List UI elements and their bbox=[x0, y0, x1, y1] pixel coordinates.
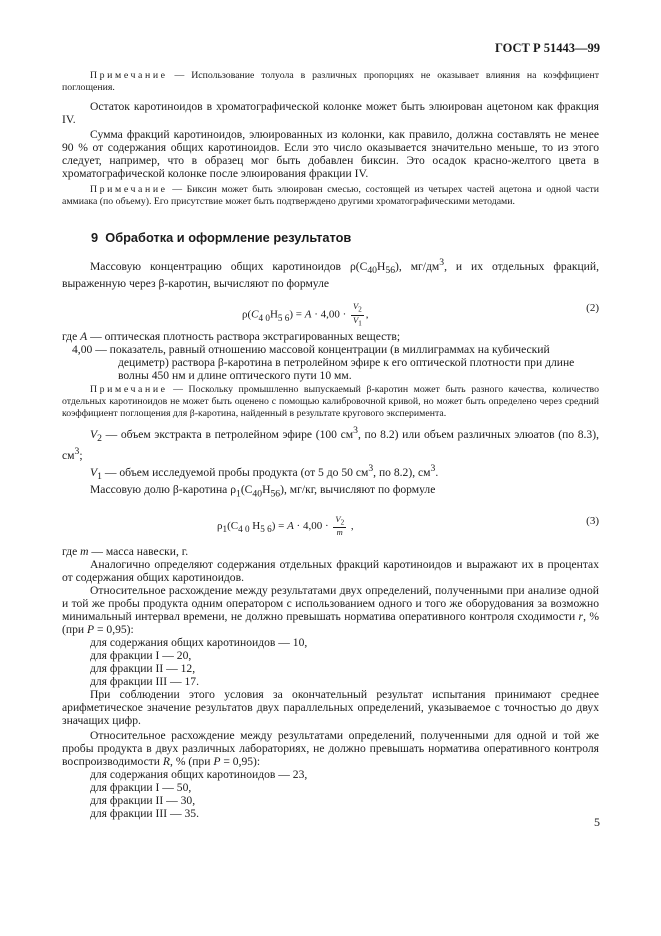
f: 2 bbox=[358, 305, 362, 314]
sub: 40 bbox=[367, 265, 377, 277]
t: ), мг/кг, вычисляют по формуле bbox=[280, 483, 436, 497]
paragraph-residue: Остаток каротиноидов в хроматографической колонке может быть элюирован ацетоном как фракция IV. bbox=[62, 100, 599, 126]
t: , по 8.2) или объем различных элюатов (по 8.3), см bbox=[62, 428, 599, 463]
f: 2 bbox=[340, 518, 345, 527]
paragraph-concentration-intro bbox=[62, 256, 599, 290]
paragraph-fractions-percent: Аналогично определяют содержания отдельных фракций каротиноидов и выражают их в процентах от содержания общих каротиноидов. bbox=[62, 557, 599, 584]
f: H bbox=[249, 519, 261, 532]
paragraph-final-result: При соблюдении этого условия за окончательный результат испытания принимают среднее арифметическое значение результатов двух параллельных определений, указываемое с точностью до двух значащих цифр. bbox=[62, 687, 599, 727]
t: ; bbox=[79, 449, 83, 463]
t: Относительное расхождение между результатами двух определений, полученными при анализе одной и той же пробы продукта одним оператором с использованием одного и того же оборудования за возможно минимальный интервал времени, не должно превышать норматива оперативного контроля сходимости bbox=[62, 583, 599, 623]
definition-a bbox=[62, 330, 599, 343]
t: (C bbox=[240, 483, 253, 497]
definition-m bbox=[62, 545, 599, 558]
document-header: ГОСТ Р 51443—99 bbox=[494, 41, 600, 55]
t: — объем исследуемой пробы продукта (от 5 до 50 см bbox=[101, 466, 369, 480]
t: , по 8.2), см bbox=[373, 466, 431, 480]
definition-v1 bbox=[62, 462, 599, 483]
t: где bbox=[62, 330, 81, 344]
f: , bbox=[348, 519, 354, 532]
denominator bbox=[351, 316, 364, 329]
formula-2-expression bbox=[242, 302, 369, 328]
t: 3 bbox=[353, 425, 358, 437]
f: V bbox=[353, 301, 359, 312]
formula-3 bbox=[62, 501, 599, 545]
t: H bbox=[262, 483, 271, 497]
f: A bbox=[304, 308, 312, 321]
t: P bbox=[213, 754, 221, 768]
section-number: 9 bbox=[91, 230, 99, 245]
f: · 4,00 · bbox=[293, 519, 332, 532]
paragraph-reproducibility bbox=[62, 729, 599, 768]
note-label: Примечание bbox=[90, 184, 168, 195]
t: где bbox=[62, 544, 81, 558]
list-item: для фракции I — 50, bbox=[90, 780, 192, 794]
list-item: для содержания общих каротиноидов — 10, bbox=[90, 635, 308, 649]
f: ) = bbox=[271, 519, 288, 532]
list-item: для содержания общих каротиноидов — 23, bbox=[90, 767, 308, 781]
f: ρ bbox=[217, 519, 223, 532]
t: 3 bbox=[430, 463, 436, 475]
t: P bbox=[86, 622, 95, 636]
document-body bbox=[62, 70, 599, 820]
list-item: для фракции II — 12, bbox=[90, 661, 196, 675]
paragraph-mass-fraction bbox=[62, 483, 599, 500]
f: H bbox=[269, 308, 278, 321]
text: Массовую концентрацию общих каротиноидов ρ(C bbox=[90, 259, 368, 273]
f: (C bbox=[227, 519, 239, 532]
numerator bbox=[333, 515, 346, 529]
t: — объем экстракта в петролейном эфире (100 см bbox=[101, 428, 354, 442]
t: V bbox=[90, 466, 98, 480]
t: , % (при bbox=[170, 754, 214, 768]
f: ) = bbox=[289, 308, 305, 321]
note-text: — Поскольку промышленно выпускаемый β-каротин может быть разного качества, количество отдельных каротиноидов не может быть оценено с помощью калибровочной кривой, но может быть определено через средний коэффициент поглощения для β-каротина, найденный в результате кругового эксперимента. bbox=[62, 384, 599, 420]
section-title: Обработка и оформление результатов bbox=[105, 230, 352, 245]
f: ρ( bbox=[242, 308, 252, 321]
note-text: — Биксин может быть элюирован смесью, состоящей из четырех частей ацетона и одной части аммиака (по объему). Его присутствие может быть подтверждено другими хроматографическими методами. bbox=[62, 184, 599, 207]
definition-constant: 4,00 — показатель, равный отношению массовой концентрации (в миллиграммах на кубический bbox=[72, 343, 550, 357]
f: 1 bbox=[358, 319, 362, 328]
formula-3-expression bbox=[217, 515, 354, 538]
t: — масса навески, г. bbox=[88, 544, 189, 558]
f: , bbox=[365, 308, 369, 321]
list-item: для фракции II — 30, bbox=[90, 793, 196, 807]
note-text: — Использование толуола в различных пропорциях не оказывает влияния на коэффициент поглощения. bbox=[62, 70, 599, 93]
paragraph-repeatability bbox=[62, 584, 599, 636]
t: 2 bbox=[97, 433, 102, 445]
formula-3-number: (3) bbox=[586, 514, 599, 527]
f: · 4,00 · bbox=[311, 308, 350, 321]
f: 4 0 bbox=[238, 523, 250, 534]
f: 5 6 bbox=[260, 523, 272, 534]
text: ), мг/дм bbox=[395, 259, 440, 273]
t: m bbox=[80, 544, 89, 558]
text: , и их отдельных фракций, выраженную через β-каротин, вычисляют по формуле bbox=[62, 259, 599, 291]
note-label: Примечание bbox=[90, 384, 168, 396]
t: = 0,95): bbox=[94, 622, 134, 636]
t: r bbox=[578, 609, 584, 623]
sup: 3 bbox=[439, 257, 445, 268]
t: 3 bbox=[368, 463, 374, 475]
denominator bbox=[333, 528, 346, 537]
fraction bbox=[333, 515, 346, 538]
f: V bbox=[335, 513, 341, 524]
formula-2 bbox=[62, 290, 599, 330]
note-label: Примечание bbox=[90, 70, 168, 81]
f: 5 6 bbox=[277, 313, 290, 324]
f: 4 0 bbox=[258, 313, 270, 324]
numerator bbox=[351, 302, 364, 316]
f: V bbox=[353, 314, 359, 325]
t: A bbox=[80, 330, 88, 344]
note-beta-carotene bbox=[62, 384, 599, 420]
note-toluene bbox=[62, 70, 599, 94]
note-bixin bbox=[62, 184, 599, 208]
sub: 56 bbox=[385, 265, 396, 277]
list-item: для фракции III — 17. bbox=[90, 674, 199, 688]
t: , % (при bbox=[62, 609, 599, 636]
fraction bbox=[351, 302, 364, 328]
definition-v2 bbox=[62, 424, 599, 462]
f: A bbox=[287, 519, 294, 532]
text: H bbox=[376, 259, 386, 273]
formula-2-number: (2) bbox=[586, 302, 599, 315]
t: Массовую долю β-каротина ρ bbox=[90, 483, 236, 497]
list-item: для фракции III — 35. bbox=[90, 806, 199, 820]
t: 1 bbox=[97, 471, 102, 483]
t: 56 bbox=[270, 488, 281, 500]
f: m bbox=[336, 527, 343, 538]
page-number: 5 bbox=[594, 815, 600, 829]
t: 40 bbox=[252, 488, 263, 500]
f: C bbox=[251, 308, 259, 321]
t: V bbox=[90, 428, 98, 442]
t: 1 bbox=[235, 488, 241, 500]
t: = 0,95): bbox=[220, 754, 261, 768]
paragraph-sum-fractions: Сумма фракций каротиноидов, элюированных из колонки, как правило, должна составлять не менее 90 % от содержания общих каротиноидов. Если это число оказывается значительно меньше, то из этого следует, например, что в образец мог быть добавлен биксин. Это осадок красно-желтого цвета в хроматографической колонке после элюирования фракции IV. bbox=[62, 128, 599, 180]
t: R bbox=[162, 754, 171, 768]
list-item: для фракции I — 20, bbox=[90, 648, 192, 662]
t: Относительное расхождение между результатами определений, полученными для одной и той же пробы продукта в двух различных лабораториях, не должно превышать норматива оперативного контроля воспроизводимости bbox=[62, 728, 599, 768]
t: . bbox=[435, 466, 439, 480]
definition-constant-cont: волны 450 нм и длине оптического пути 10 мм. bbox=[118, 369, 352, 383]
definition-constant-cont: дециметр) раствора β-каротина в петролейном эфире к его оптической плотности при длине bbox=[118, 356, 575, 370]
f: 1 bbox=[222, 523, 228, 534]
section-heading bbox=[91, 230, 599, 245]
t: 3 bbox=[74, 446, 80, 458]
t: — оптическая плотность раствора экстрагированных веществ; bbox=[87, 330, 401, 344]
